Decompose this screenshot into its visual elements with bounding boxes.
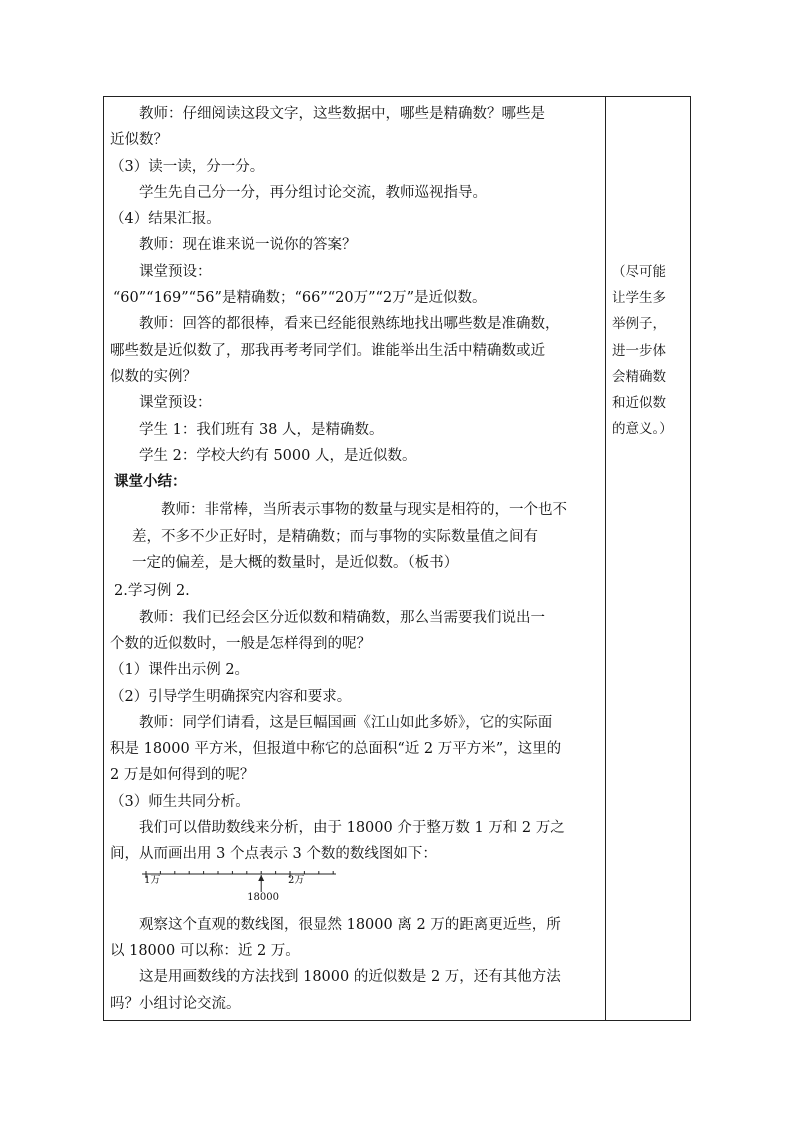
text-line: （1）课件出示例 2。	[110, 662, 250, 679]
text-line: 差，不多不少正好时，是精确数；而与事物的实际数量值之间有	[132, 528, 538, 545]
text-line: （4）结果汇报。	[110, 211, 221, 228]
text-line: （3）读一读，分一分。	[110, 158, 265, 175]
column-divider	[605, 97, 606, 1020]
text-line: 教师：我们已经会区分近似数和精确数，那么当需要我们说出一	[139, 609, 545, 626]
text-line: 似数的实例？	[110, 368, 197, 385]
summary-heading: 课堂小结：	[114, 473, 187, 491]
text-line: “60”“169”“56”是精确数；“66”“20万”“2万”是近似数。	[112, 290, 487, 307]
side-note-column	[612, 259, 684, 442]
text-line: 学生先自己分一分，再分组讨论交流，教师巡视指导。	[139, 184, 487, 201]
text-line: （3）师生共同分析。	[110, 793, 250, 810]
side-note-line: 的意义。）	[612, 421, 673, 438]
text-line: 个数的近似数时，一般是怎样得到的呢？	[110, 635, 371, 652]
side-note-line: 让学生多	[612, 290, 666, 307]
text-line: 近似数？	[110, 132, 168, 149]
text-line: 间，从而画出用 3 个点表示 3 个数的数线图如下：	[110, 846, 437, 863]
text-line: 吗？小组讨论交流。	[110, 995, 241, 1012]
side-note-line: 会精确数	[612, 368, 666, 385]
lesson-table	[103, 96, 691, 1021]
number-line-diagram	[140, 868, 600, 912]
number-line-right-label: 2万	[288, 874, 305, 886]
text-line: 学生 1：我们班有 38 人，是精确数。	[139, 421, 384, 438]
side-note-line: 和近似数	[612, 395, 666, 412]
text-line: 2 万是如何得到的呢？	[110, 767, 255, 784]
section-heading: 2.学习例 2.	[114, 583, 190, 600]
text-line: 课堂预设：	[139, 395, 212, 412]
number-line-marker-arrowhead	[258, 875, 264, 881]
side-note-line: 进一步体	[612, 342, 666, 359]
number-line-left-label: 1万	[144, 874, 161, 886]
text-line: 教师：现在谁来说一说你的答案？	[139, 237, 357, 254]
side-note-line: 举例子，	[612, 316, 666, 333]
number-line-svg	[140, 868, 340, 912]
text-line: 哪些数是近似数了，那我再考考同学们。谁能举出生活中精确数或近	[110, 342, 545, 359]
text-line: 教师：同学们请看，这是巨幅国画《江山如此多娇》，它的实际面	[139, 714, 553, 731]
text-line: 以 18000 可以称：近 2 万。	[110, 942, 300, 959]
text-line: 学生 2：学校大约有 5000 人，是近似数。	[139, 447, 417, 464]
text-line: 积是 18000 平方米，但报道中称它的总面积“近 2 万平方米”，这里的	[110, 741, 562, 758]
text-line: 教师：仔细阅读这段文字，这些数据中，哪些是精确数？哪些是	[139, 106, 545, 122]
number-line-marker-label: 18000	[247, 891, 279, 903]
text-line: 课堂预设：	[139, 263, 212, 280]
text-line: （2）引导学生明确探究内容和要求。	[110, 688, 352, 705]
text-line: 观察这个直观的数线图，很显然 18000 离 2 万的距离更近些，所	[139, 916, 561, 933]
side-note-line: （尽可能	[612, 264, 666, 280]
text-line: 一定的偏差，是大概的数量时，是近似数。（板书）	[132, 555, 459, 572]
text-line: 教师：回答的都很棒，看来已经能很熟练地找出哪些数是准确数，	[139, 316, 560, 333]
text-line: 这是用画数线的方法找到 18000 的近似数是 2 万，还有其他方法	[139, 969, 561, 986]
text-line: 教师：非常棒，当所表示事物的数量与现实是相符的，一个也不	[161, 502, 567, 519]
main-column	[110, 101, 600, 1017]
text-line: 我们可以借助数线来分析，由于 18000 介于整万数 1 万和 2 万之	[139, 820, 565, 837]
